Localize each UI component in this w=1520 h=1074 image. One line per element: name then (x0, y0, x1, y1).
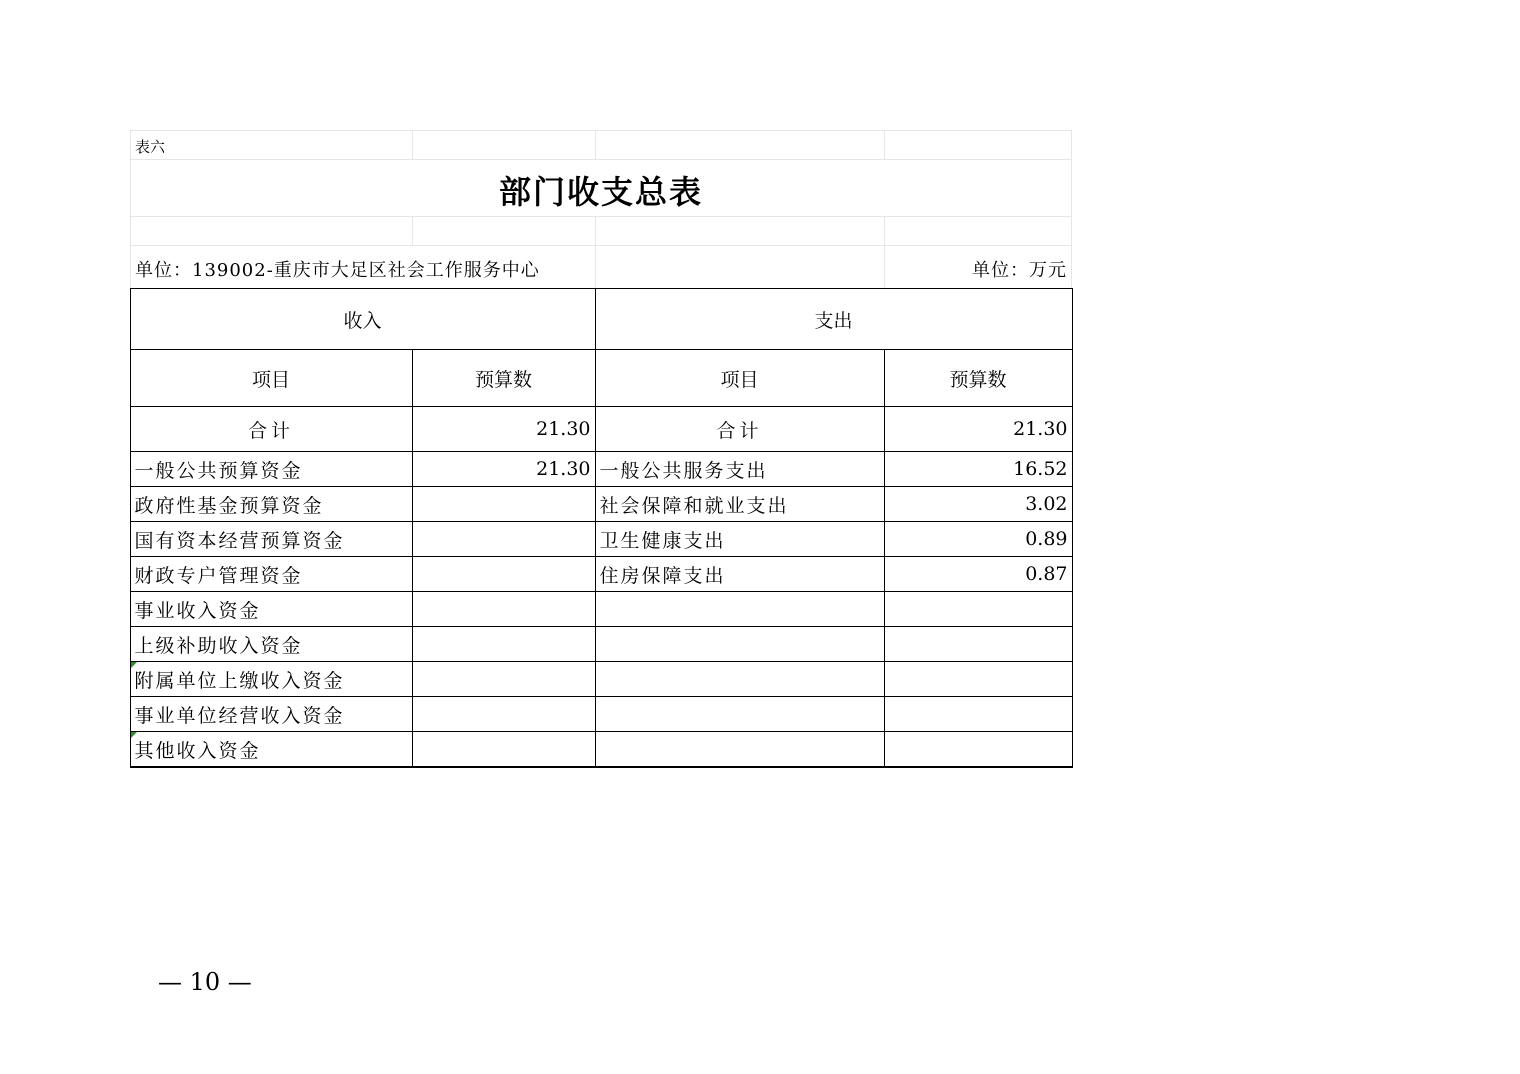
income-total-value: 21.30 (412, 407, 595, 452)
income-item: 附属单位上缴收入资金 (130, 662, 412, 697)
expense-total-label: 合计 (595, 407, 884, 452)
expense-value (884, 592, 1072, 627)
income-item-header: 项目 (130, 350, 412, 407)
table-row (130, 627, 1072, 662)
table-row (130, 557, 1072, 592)
blank-row (130, 216, 1072, 245)
expense-item (595, 627, 884, 662)
expense-total-value: 21.30 (884, 407, 1072, 452)
income-value (412, 662, 595, 697)
page-number: — 10 — (158, 968, 252, 996)
income-item: 其他收入资金 (130, 732, 412, 768)
income-item: 上级补助收入资金 (130, 627, 412, 662)
expense-value (884, 697, 1072, 732)
expense-item: 一般公共服务支出 (595, 452, 884, 487)
income-header: 收入 (130, 289, 595, 350)
income-value: 21.30 (412, 452, 595, 487)
expense-header: 支出 (595, 289, 1072, 350)
expense-item: 住房保障支出 (595, 557, 884, 592)
expense-item (595, 592, 884, 627)
table-row (130, 452, 1072, 487)
expense-value: 16.52 (884, 452, 1072, 487)
total-row (130, 407, 1072, 452)
income-value (412, 557, 595, 592)
expense-budget-header: 预算数 (884, 350, 1072, 407)
table-row (130, 522, 1072, 557)
expense-value (884, 662, 1072, 697)
income-item: 一般公共预算资金 (130, 452, 412, 487)
expense-value: 0.87 (884, 557, 1072, 592)
income-item: 事业收入资金 (130, 592, 412, 627)
income-item: 国有资本经营预算资金 (130, 522, 412, 557)
table-row (130, 662, 1072, 697)
income-total-label: 合计 (130, 407, 412, 452)
expense-item (595, 697, 884, 732)
budget-table (130, 288, 1073, 768)
sheet-label-row (130, 130, 1072, 159)
page-title: 部门收支总表 (498, 173, 703, 211)
unit-row (130, 245, 1072, 288)
income-item: 财政专户管理资金 (130, 557, 412, 592)
spreadsheet-page (130, 130, 1072, 768)
income-value (412, 697, 595, 732)
expense-item-header: 项目 (595, 350, 884, 407)
table-row (130, 592, 1072, 627)
section-header-row (130, 289, 1072, 350)
income-item: 事业单位经营收入资金 (130, 697, 412, 732)
column-header-row (130, 350, 1072, 407)
organization-unit: 单位：139002-重庆市大足区社会工作服务中心 (135, 260, 540, 281)
income-value (412, 592, 595, 627)
expense-value: 3.02 (884, 487, 1072, 522)
table-label: 表六 (135, 138, 166, 156)
currency-unit: 单位：万元 (972, 260, 1067, 281)
income-value (412, 732, 595, 768)
income-value (412, 522, 595, 557)
expense-item: 社会保障和就业支出 (595, 487, 884, 522)
expense-value (884, 627, 1072, 662)
expense-item (595, 662, 884, 697)
income-item: 政府性基金预算资金 (130, 487, 412, 522)
income-value (412, 627, 595, 662)
table-row (130, 732, 1072, 768)
expense-item (595, 732, 884, 768)
expense-item: 卫生健康支出 (595, 522, 884, 557)
expense-value: 0.89 (884, 522, 1072, 557)
expense-value (884, 732, 1072, 768)
income-budget-header: 预算数 (412, 350, 595, 407)
table-row (130, 697, 1072, 732)
income-value (412, 487, 595, 522)
table-row (130, 487, 1072, 522)
title-row (130, 159, 1072, 216)
